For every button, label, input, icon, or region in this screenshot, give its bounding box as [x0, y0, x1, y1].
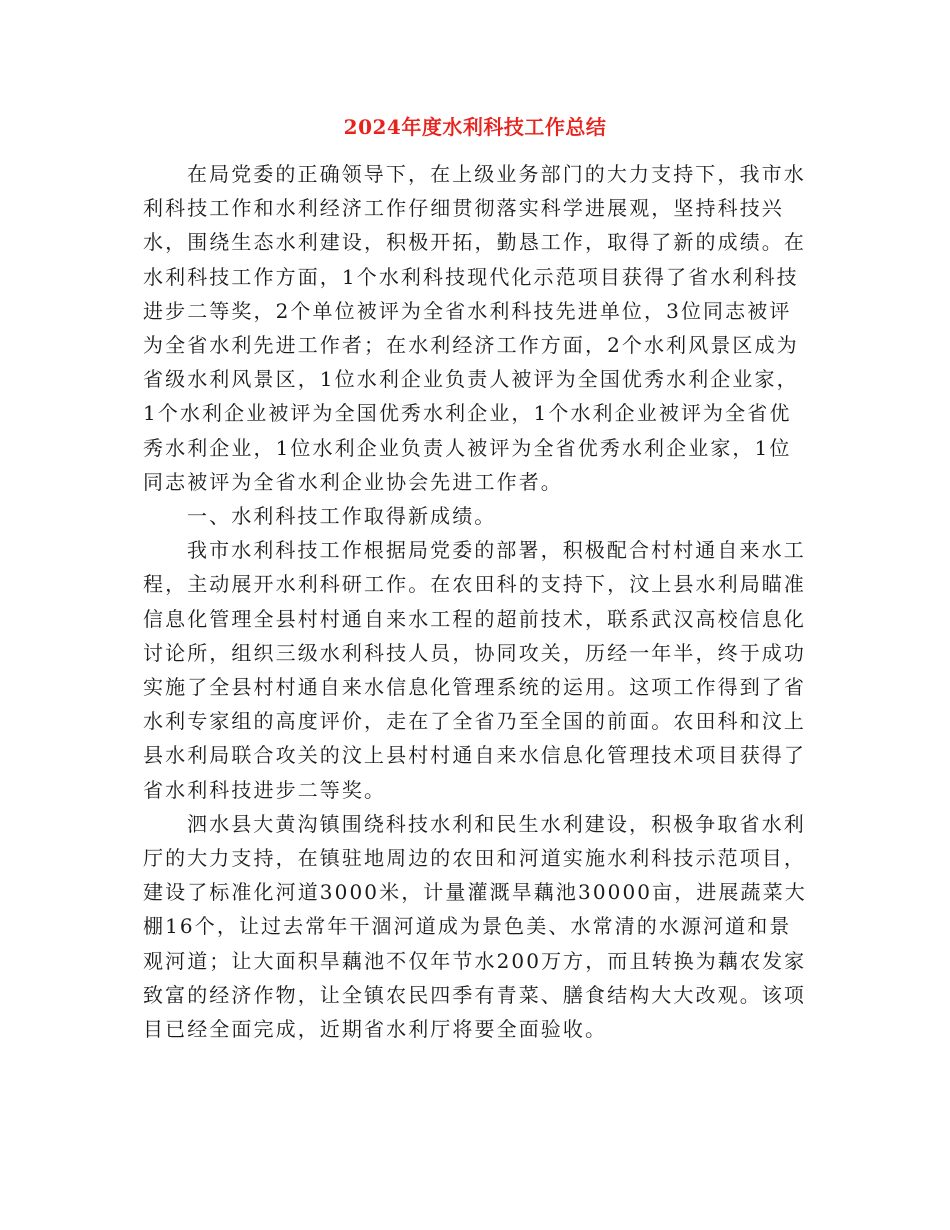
document-body [143, 157, 811, 1046]
section-heading-1: 一、水利科技工作取得新成绩。 [187, 504, 497, 529]
paragraph-intro: 在局党委的正确领导下，在上级业务部门的大力支持下，我市水利科技工作和水利经济工作仔细贯彻落实科学进展观，坚持科技兴水，围绕生态水利建设，积极开拓，勤恳工作，取得了新的成绩。在水利科技工作方面，1个水利科技现代化示范项目获得了省水利科技进步二等奖，2个单位被评为全省水利科技先进单位，3位同志被评为全省水利先进工作者；在水利经济工作方面，2个水利风景区成为省级水利风景区，1位水利企业负责人被评为全国优秀水利企业家，1个水利企业被评为全国优秀水利企业，1个水利企业被评为全省优秀水利企业，1位水利企业负责人被评为全省优秀水利企业家，1位同志被评为全省水利企业协会先进工作者。 [143, 162, 806, 494]
document-title: 2024年度水利科技工作总结 [343, 115, 607, 139]
paragraph-tech-work: 我市水利科技工作根据局党委的部署，积极配合村村通自来水工程，主动展开水利科研工作。在农田科的支持下，汶上县水利局瞄准信息化管理全县村村通自来水工程的超前技术，联系武汉高校信息化讨论所，组织三级水利科技人员，协同攻关，历经一年半，终于成功实施了全县村村通自来水信息化管理系统的运用。这项工作得到了省水利专家组的高度评价，走在了全省乃至全国的前面。农田科和汶上县水利局联合攻关的汶上县村村通自来水信息化管理技术项目获得了省水利科技进步二等奖。 [143, 538, 806, 802]
paragraph-sishui-project: 泗水县大黄沟镇围绕科技水利和民生水利建设，积极争取省水利厅的大力支持，在镇驻地周边的农田和河道实施水利科技示范项目，建设了标准化河道3000米，计量灌溉旱藕池30000亩，进展蔬菜大棚16个，让过去常年干涸河道成为景色美、水常清的水源河道和景观河道；让大面积旱藕池不仅年节水200万方，而且转换为藕农发家致富的经济作物，让全镇农民四季有青菜、膳食结构大大改观。该项目已经全面完成，近期省水利厅将要全面验收。 [143, 811, 807, 1042]
